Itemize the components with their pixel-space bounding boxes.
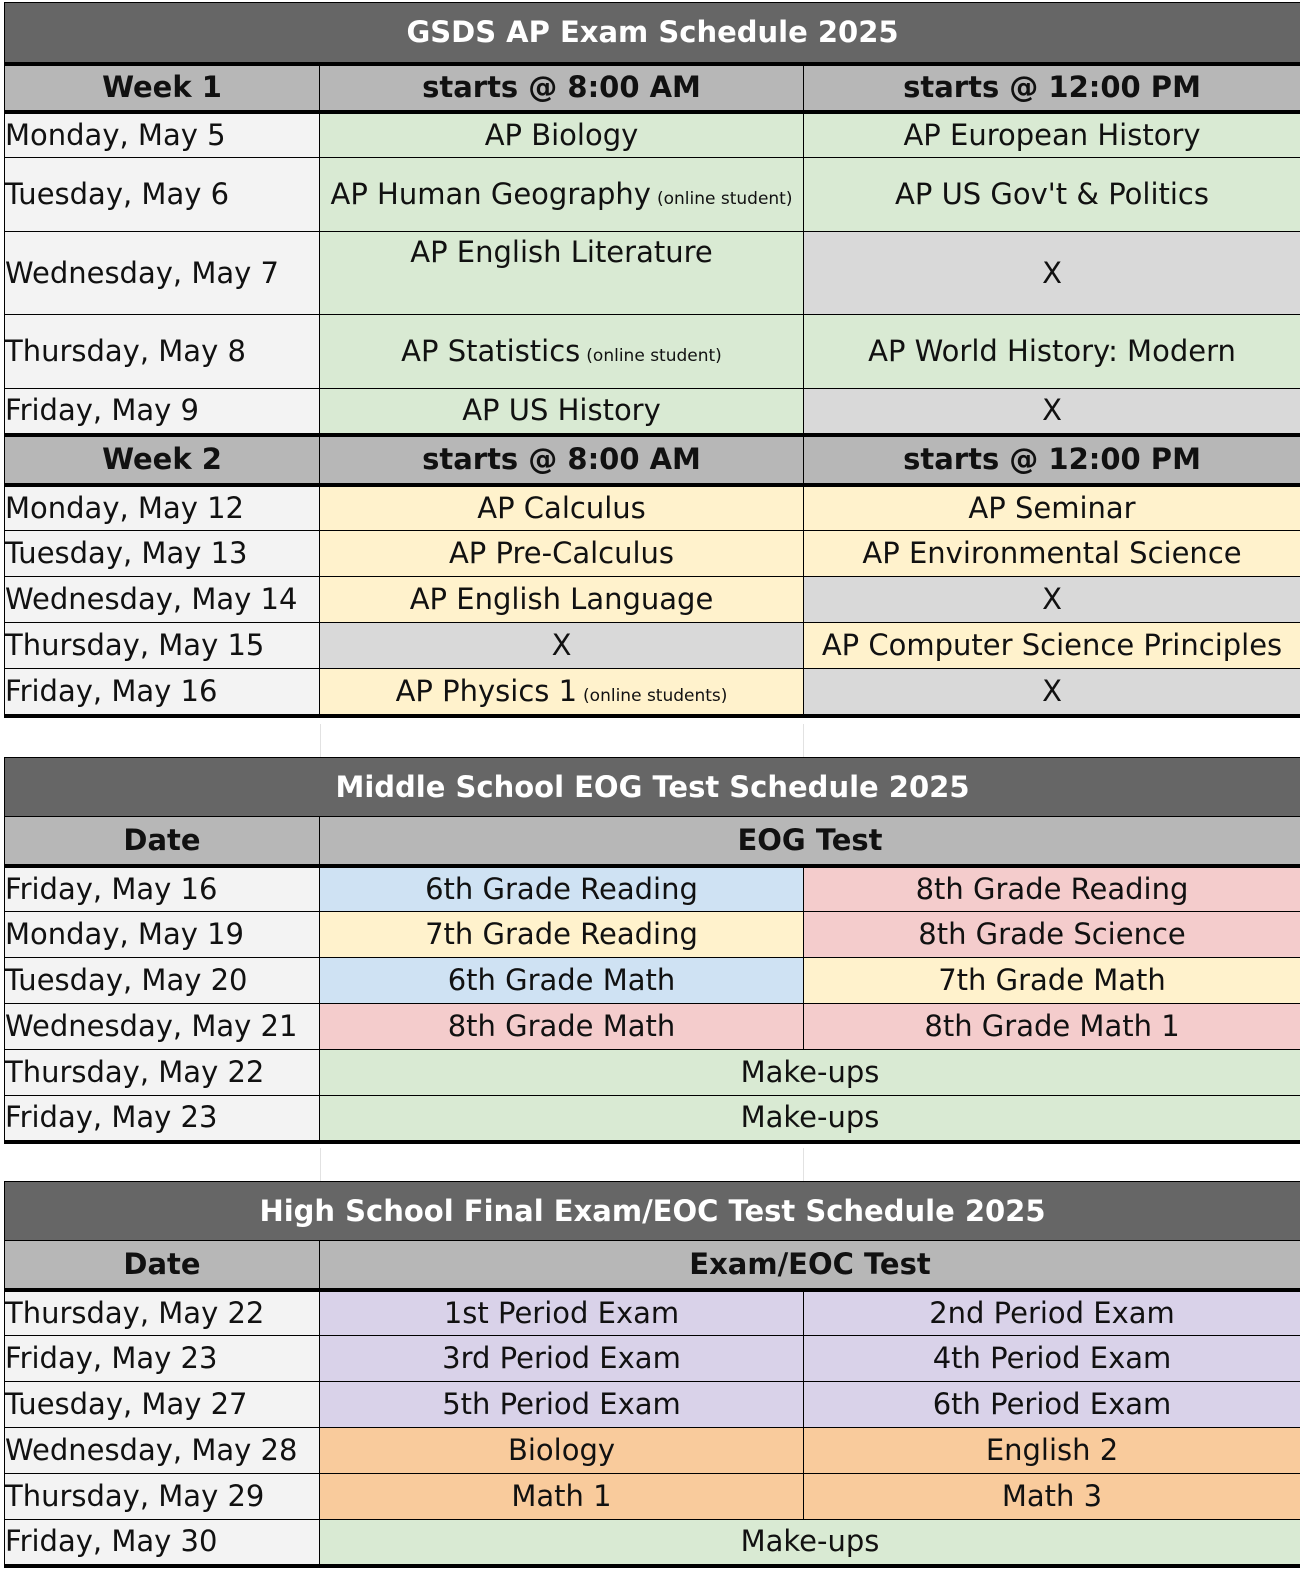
pm-exam-cell[interactable]: AP Computer Science Principles (804, 623, 1300, 669)
day-cell[interactable]: Thursday, May 22 (5, 1050, 320, 1096)
table-row (5, 112, 1300, 158)
pm-exam-cell[interactable]: AP Seminar (804, 485, 1300, 531)
table-row (5, 1050, 1300, 1096)
test-cell[interactable]: 7th Grade Math (804, 958, 1300, 1004)
gridline (320, 724, 321, 758)
exam-name: AP Biology (484, 117, 639, 152)
exam-cell[interactable]: Biology (320, 1428, 804, 1474)
test-cell[interactable]: 6th Grade Math (320, 958, 804, 1004)
table-row (5, 1474, 1300, 1520)
test-cell[interactable]: 7th Grade Reading (320, 912, 804, 958)
table-row (5, 1004, 1300, 1050)
test-cell[interactable]: 8th Grade Science (804, 912, 1300, 958)
day-cell[interactable]: Wednesday, May 21 (5, 1004, 320, 1050)
exam-name: AP Calculus (477, 490, 646, 525)
week2-am-slot-header: starts @ 8:00 AM (320, 435, 804, 485)
table-row (5, 531, 1300, 577)
exam-cell[interactable]: Math 3 (804, 1474, 1300, 1520)
pm-exam-cell[interactable]: X (804, 389, 1300, 435)
day-cell[interactable]: Thursday, May 22 (5, 1290, 320, 1336)
exam-name: AP English Literature (410, 235, 713, 269)
test-cell[interactable]: 8th Grade Math 1 (804, 1004, 1300, 1050)
exam-cell[interactable]: 5th Period Exam (320, 1382, 804, 1428)
day-cell[interactable]: Wednesday, May 28 (5, 1428, 320, 1474)
week1-am-slot-header: starts @ 8:00 AM (320, 64, 804, 112)
exam-cell[interactable]: 6th Period Exam (804, 1382, 1300, 1428)
day-cell[interactable]: Tuesday, May 6 (5, 158, 320, 232)
exam-cell[interactable]: 3rd Period Exam (320, 1336, 804, 1382)
pm-exam-cell[interactable]: AP US Gov't & Politics (804, 158, 1300, 232)
day-cell[interactable]: Monday, May 19 (5, 912, 320, 958)
exam-name: AP Physics 1 (395, 673, 578, 708)
exam-cell[interactable]: 1st Period Exam (320, 1290, 804, 1336)
am-exam-cell[interactable] (320, 315, 804, 389)
exam-cell[interactable]: English 2 (804, 1428, 1300, 1474)
week2-pm-slot-header: starts @ 12:00 PM (804, 435, 1300, 485)
day-cell[interactable]: Wednesday, May 7 (5, 232, 320, 315)
table-row (5, 866, 1300, 912)
exam-cell[interactable]: 2nd Period Exam (804, 1290, 1300, 1336)
day-cell[interactable]: Monday, May 5 (5, 112, 320, 158)
hs-exam-table (4, 1181, 1300, 1568)
table-row (5, 958, 1300, 1004)
week1-pm-slot-header: starts @ 12:00 PM (804, 64, 1300, 112)
pm-exam-cell[interactable]: X (804, 669, 1300, 716)
gridline (803, 724, 804, 758)
hs-test-header: Exam/EOC Test (320, 1241, 1300, 1290)
day-cell[interactable]: Monday, May 12 (5, 485, 320, 531)
table-row (5, 1336, 1300, 1382)
am-exam-cell[interactable] (320, 669, 804, 716)
gridline (803, 1148, 804, 1182)
exam-name: AP Statistics (401, 334, 581, 368)
gridline (320, 1148, 321, 1182)
am-exam-cell[interactable] (320, 485, 804, 531)
exam-name: AP Pre-Calculus (448, 536, 675, 570)
makeup-cell[interactable]: Make-ups (320, 1520, 1300, 1566)
spacer-row (0, 1148, 1300, 1182)
table-row (5, 158, 1300, 232)
table-row (5, 912, 1300, 958)
exam-name: X (551, 628, 572, 662)
eog-title: Middle School EOG Test Schedule 2025 (5, 758, 1300, 817)
exam-cell[interactable]: Math 1 (320, 1474, 804, 1520)
makeup-cell[interactable]: Make-ups (320, 1096, 1300, 1142)
test-cell[interactable]: 8th Grade Reading (804, 866, 1300, 912)
day-cell[interactable]: Tuesday, May 20 (5, 958, 320, 1004)
table-row (5, 669, 1300, 716)
exam-name: AP Human Geography (330, 177, 651, 211)
test-cell[interactable]: 6th Grade Reading (320, 866, 804, 912)
table-row (5, 623, 1300, 669)
exam-cell[interactable]: 4th Period Exam (804, 1336, 1300, 1382)
day-cell[interactable]: Wednesday, May 14 (5, 577, 320, 623)
day-cell[interactable]: Friday, May 9 (5, 389, 320, 435)
week2-label: Week 2 (5, 435, 320, 485)
table-row (5, 1428, 1300, 1474)
am-exam-cell[interactable] (320, 389, 804, 435)
eog-test-table (4, 757, 1300, 1144)
day-cell[interactable]: Friday, May 23 (5, 1336, 320, 1382)
day-cell[interactable]: Friday, May 16 (5, 866, 320, 912)
day-cell[interactable]: Thursday, May 8 (5, 315, 320, 389)
spacer-row (0, 724, 1300, 758)
exam-note: (online students) (583, 685, 728, 706)
exam-note: (online student) (586, 346, 722, 366)
exam-note: (online student) (656, 189, 793, 209)
test-cell[interactable]: 8th Grade Math (320, 1004, 804, 1050)
table-row (5, 232, 1300, 315)
table-row (5, 485, 1300, 531)
eog-date-header: Date (5, 817, 320, 866)
pm-exam-cell[interactable]: AP World History: Modern (804, 315, 1300, 389)
am-exam-cell[interactable] (320, 158, 804, 232)
day-cell[interactable]: Friday, May 16 (5, 669, 320, 716)
eog-test-header: EOG Test (320, 817, 1300, 866)
day-cell[interactable]: Tuesday, May 27 (5, 1382, 320, 1428)
table-row (5, 389, 1300, 435)
table-row (5, 315, 1300, 389)
day-cell[interactable]: Thursday, May 29 (5, 1474, 320, 1520)
pm-exam-cell[interactable]: AP European History (804, 112, 1300, 158)
table-row (5, 1520, 1300, 1566)
ap-exam-title: GSDS AP Exam Schedule 2025 (5, 3, 1300, 64)
pm-exam-cell[interactable]: X (804, 232, 1300, 315)
am-exam-cell[interactable] (320, 531, 804, 577)
am-exam-cell[interactable] (320, 577, 804, 623)
makeup-cell[interactable]: Make-ups (320, 1050, 1300, 1096)
day-cell[interactable]: Friday, May 30 (5, 1520, 320, 1566)
day-cell[interactable]: Thursday, May 15 (5, 623, 320, 669)
exam-name: AP US History (462, 393, 661, 428)
hs-date-header: Date (5, 1241, 320, 1290)
am-exam-cell[interactable] (320, 623, 804, 669)
pm-exam-cell[interactable]: AP Environmental Science (804, 531, 1300, 577)
am-exam-cell[interactable] (320, 112, 804, 158)
pm-exam-cell[interactable]: X (804, 577, 1300, 623)
am-exam-cell[interactable] (320, 232, 804, 315)
table-row (5, 1382, 1300, 1428)
exam-name: AP English Language (409, 582, 714, 616)
ap-exam-table (4, 2, 1300, 718)
week1-label: Week 1 (5, 64, 320, 112)
table-row (5, 1096, 1300, 1142)
day-cell[interactable]: Tuesday, May 13 (5, 531, 320, 577)
table-row (5, 1290, 1300, 1336)
table-row (5, 577, 1300, 623)
day-cell[interactable]: Friday, May 23 (5, 1096, 320, 1142)
hs-title: High School Final Exam/EOC Test Schedule 2025 (5, 1182, 1300, 1241)
